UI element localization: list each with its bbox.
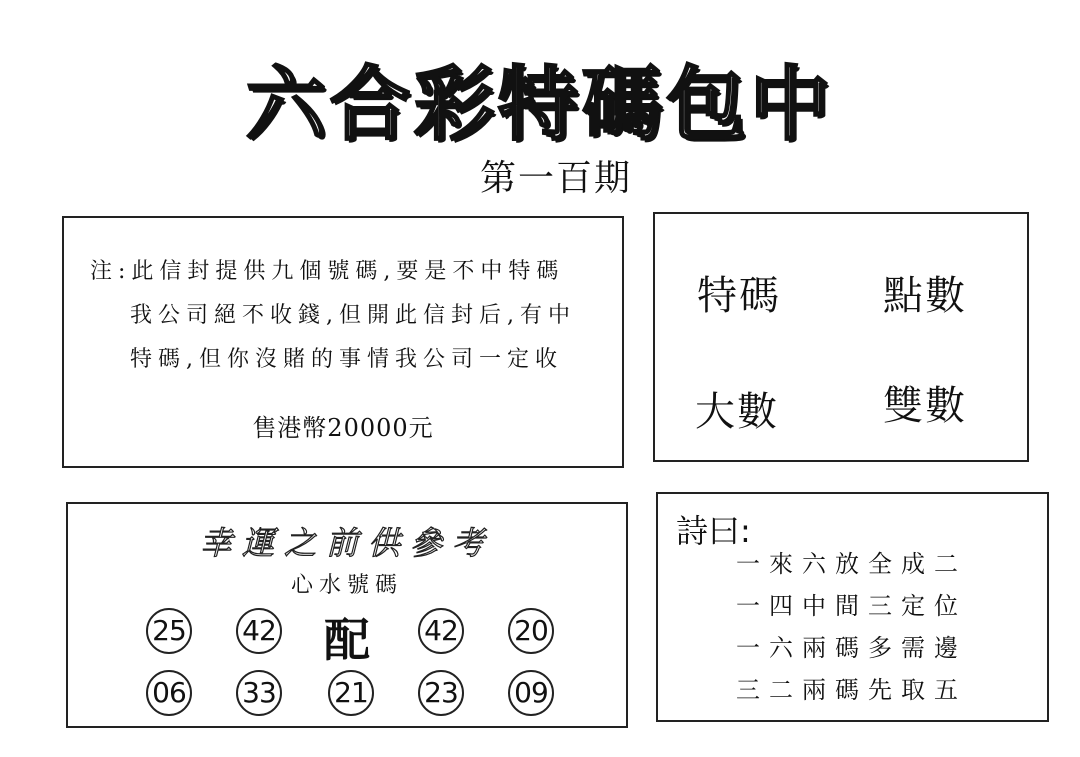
page-title: 六合彩特碼包中 xyxy=(246,58,834,151)
lucky-numbers-box xyxy=(66,502,628,728)
poem-box xyxy=(656,492,1049,722)
lucky-number: 25 xyxy=(146,608,192,654)
notice-box xyxy=(62,216,624,468)
poem-label: 詩曰: xyxy=(676,512,751,550)
lucky-number: 42 xyxy=(418,608,464,654)
lucky-subtitle: 心水號碼 xyxy=(290,573,403,598)
notice-line: 注:此信封提供九個號碼,要是不中特碼 xyxy=(90,259,565,284)
notice-line: 我公司絕不收錢,但開此信封后,有中 xyxy=(130,303,576,328)
lucky-number: 09 xyxy=(508,670,554,716)
notice-price: 售港幣20000元 xyxy=(252,414,434,442)
lucky-number: 42 xyxy=(236,608,282,654)
type-label-big-number: 大數 xyxy=(695,389,779,435)
lucky-number: 23 xyxy=(418,670,464,716)
type-label-special-code: 特碼 xyxy=(697,273,781,319)
poem-line: 一四中間三定位 xyxy=(736,592,967,620)
lucky-number: 21 xyxy=(328,670,374,716)
lucky-number: 20 xyxy=(508,608,554,654)
poem-line: 一來六放全成二 xyxy=(736,550,967,578)
issue-number: 第一百期 xyxy=(480,158,633,199)
poem-line: 一六兩碼多需邊 xyxy=(736,634,967,662)
lucky-number: 33 xyxy=(236,670,282,716)
type-label-points: 點數 xyxy=(883,273,967,319)
prediction-type-box xyxy=(653,212,1029,462)
lucky-number: 06 xyxy=(146,670,192,716)
pair-character: 配 xyxy=(324,613,370,667)
notice-line: 特碼,但你沒賭的事情我公司一定收 xyxy=(130,347,563,372)
type-label-even-number: 雙數 xyxy=(883,383,967,429)
poem-line: 三二兩碼先取五 xyxy=(736,676,967,704)
lucky-title: 幸運之前供參考 xyxy=(199,524,494,562)
